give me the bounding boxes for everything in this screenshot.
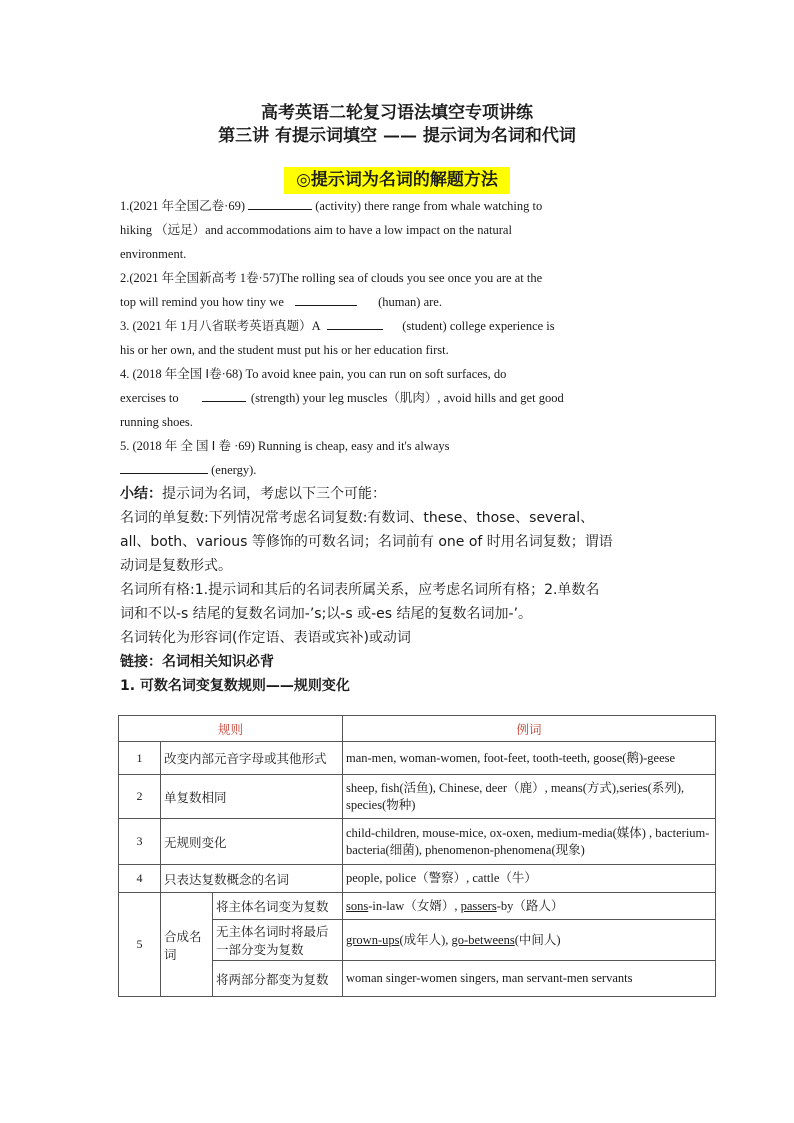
q5-blank[interactable]: [120, 459, 208, 474]
sub-example: woman singer-women singers, man servant-men servants: [343, 961, 716, 997]
q3-blank[interactable]: [327, 315, 383, 330]
table-row: [119, 742, 716, 775]
sub-rule: 将主体名词变为复数: [213, 893, 343, 920]
question-5: [120, 434, 673, 482]
sub-rule: 无主体名词时将最后一部分变为复数: [213, 920, 343, 961]
q5-line1: 5. (2018 年 全 国 Ⅰ 卷 ·69) Running is cheap, easy and it's always: [120, 439, 450, 453]
table-row: [119, 819, 716, 865]
q1-blank[interactable]: [248, 195, 312, 210]
summary-p3: 名词转化为形容词(作定语、表语或宾补)或动词: [120, 630, 411, 646]
row-rule: 合成名词: [161, 893, 213, 997]
example-word: go-betweens: [451, 932, 515, 947]
q4-line1: 4. (2018 年全国 Ⅰ卷·68) To avoid knee pain, you can run on soft surfaces, do: [120, 367, 507, 381]
row-rule: 只表达复数概念的名词: [161, 865, 343, 893]
summary-intro: 提示词为名词，考虑以下三个可能：: [162, 486, 386, 502]
q5-text: (energy).: [211, 463, 257, 477]
section-heading: ◎提示词为名词的解题方法: [296, 170, 498, 190]
example-text: -by（路人）: [496, 898, 564, 913]
sub-example: [343, 893, 716, 920]
question-1: [120, 194, 673, 266]
row-example: sheep, fish(活鱼), Chinese, deer（鹿）, means(方式),series(系列), species(物种): [343, 775, 716, 819]
q4-blank[interactable]: [202, 387, 246, 402]
q2-line1: 2.(2021 年全国新高考 1卷·57)The rolling sea of clouds you see once you are at the: [120, 271, 543, 285]
link-heading: 链接：名词相关知识必背: [120, 654, 274, 670]
q1-source: 1.(2021 年全国乙卷·69): [120, 199, 245, 213]
q3-line2: his or her own, and the student must put his or her education first.: [120, 343, 449, 357]
summary-p2-line1: 名词所有格:1.提示词和其后的名词表所属关系，应考虑名词所有格；2.单数名: [120, 582, 600, 598]
page-title: 高考英语二轮复习语法填空专项讲练: [261, 103, 533, 123]
example-word: grown-ups: [346, 932, 400, 947]
summary-p2-line2: 词和不以-s 结尾的复数名词加-’s;以-s 或-es 结尾的复数名词加-’。: [120, 606, 533, 622]
table-header-row: [119, 716, 716, 742]
table-row: [119, 865, 716, 893]
row-number: 4: [119, 865, 161, 893]
sub-rule: 将两部分都变为复数: [213, 961, 343, 997]
header-rule: 规则: [119, 716, 343, 742]
row-example: man-men, woman-women, foot-feet, tooth-teeth, goose(鹅)-geese: [343, 742, 716, 775]
question-4: [120, 362, 673, 434]
q2-text-b: (human) are.: [378, 295, 442, 309]
row-example: people, police（警察）, cattle（牛）: [343, 865, 716, 893]
row-number: 3: [119, 819, 161, 865]
row-rule: 改变内部元音字母或其他形式: [161, 742, 343, 775]
example-text: (成年人),: [399, 932, 452, 947]
example-text: (中间人): [514, 932, 561, 947]
row-rule: 无规则变化: [161, 819, 343, 865]
q2-text-a: top will remind you how tiny we: [120, 295, 284, 309]
q4-text-a: exercises to: [120, 391, 179, 405]
section-heading-highlight: [284, 167, 510, 194]
q3-source: 3. (2021 年 1月八省联考英语真题）A: [120, 319, 321, 333]
example-word: passers: [460, 898, 497, 913]
q2-blank[interactable]: [295, 291, 357, 306]
q4-line3: running shoes.: [120, 415, 193, 429]
question-2: [120, 266, 673, 314]
row-number: 2: [119, 775, 161, 819]
table-row: [119, 775, 716, 819]
row-number: 1: [119, 742, 161, 775]
row-example: child-children, mouse-mice, ox-oxen, medium-media(媒体) , bacterium-bacteria(细菌), phenomenon-phenomena(现象): [343, 819, 716, 865]
row-number: 5: [119, 893, 161, 997]
table-row: [119, 893, 716, 920]
q1-line2: hiking （远足）and accommodations aim to have a low impact on the natural: [120, 223, 512, 237]
rule-heading: 1. 可数名词变复数规则——规则变化: [120, 678, 350, 694]
plural-rules-table: [118, 715, 716, 997]
row-rule: 单复数相同: [161, 775, 343, 819]
q3-text: (student) college experience is: [402, 319, 555, 333]
summary-section: [120, 482, 680, 698]
summary-label: 小结：: [120, 486, 162, 502]
example-text: -in-law（女婿）,: [368, 898, 461, 913]
example-word: sons: [346, 898, 369, 913]
q1-text: (activity) there range from whale watching to: [315, 199, 543, 213]
page-subtitle: 第三讲 有提示词填空 —— 提示词为名词和代词: [218, 126, 576, 146]
q4-text-b: (strength) your leg muscles（肌肉）, avoid hills and get good: [250, 391, 564, 405]
header-example: 例词: [343, 716, 716, 742]
summary-p1-line1: 名词的单复数:下列情况常考虑名词复数:有数词、these、those、several、: [120, 510, 595, 526]
question-3: [120, 314, 673, 362]
q1-line3: environment.: [120, 247, 187, 261]
summary-p1-line2: all、both、various 等修饰的可数名词；名词前有 one of 时用名词复数；谓语: [120, 534, 613, 550]
summary-p1-line3: 动词是复数形式。: [120, 558, 232, 574]
sub-example: [343, 920, 716, 961]
